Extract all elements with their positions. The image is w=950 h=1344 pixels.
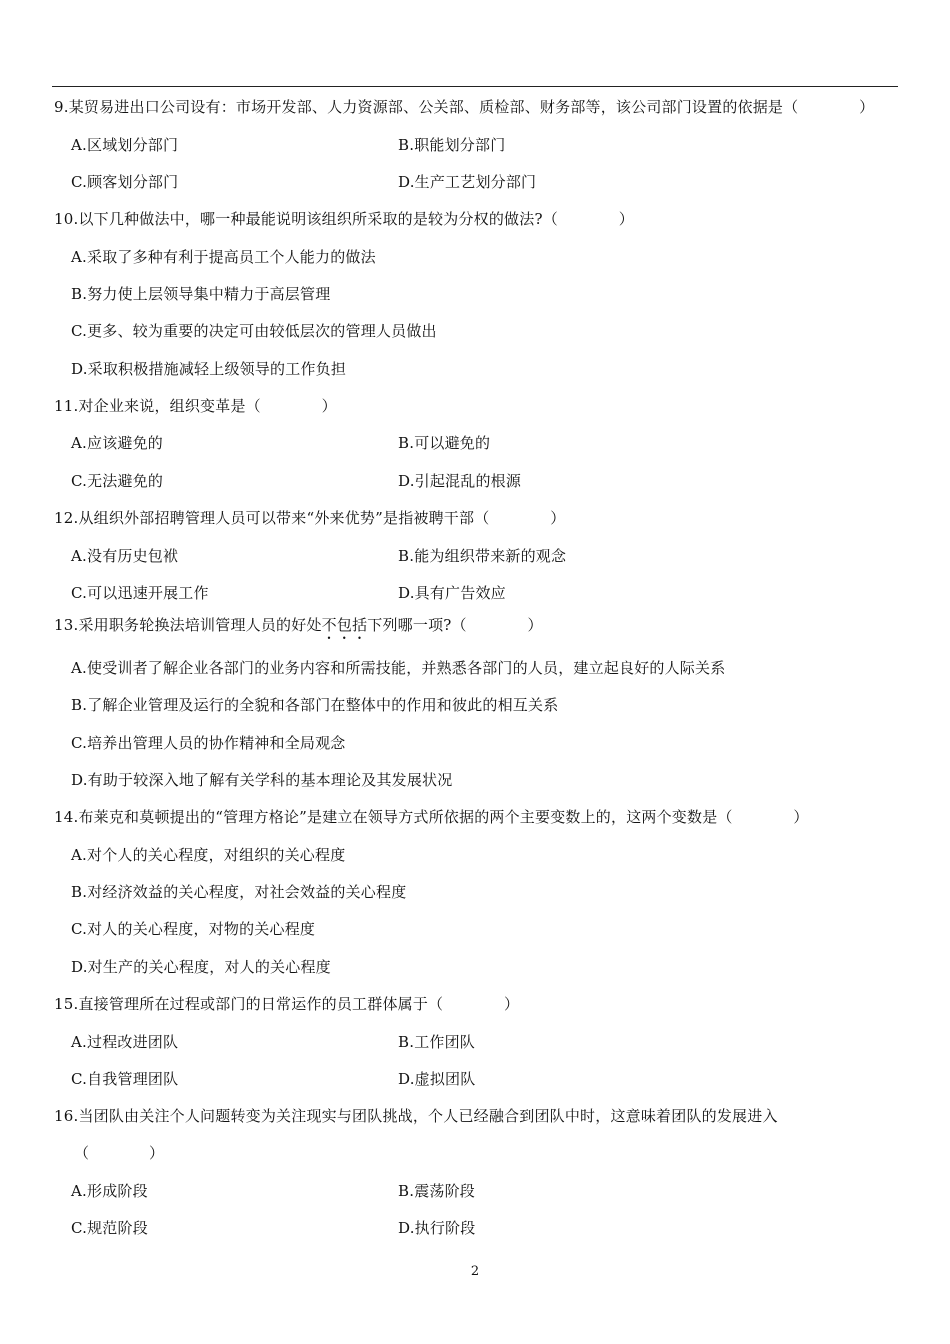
question-11-option-d[interactable]: D.引起混乱的根源 <box>398 472 522 490</box>
question-14-option-b[interactable]: B.对经济效益的关心程度，对社会效益的关心程度 <box>71 883 407 901</box>
question-11-option-c[interactable]: C.无法避免的 <box>71 472 164 490</box>
question-16-answer-blank[interactable]: （ ） <box>74 1144 165 1162</box>
question-10-option-a[interactable]: A.采取了多种有利于提高员工个人能力的做法 <box>71 248 376 266</box>
question-13-stem-emphasis: 不包括 <box>321 616 368 634</box>
question-12-option-d[interactable]: D.具有广告效应 <box>398 584 506 602</box>
question-12-option-b[interactable]: B.能为组织带来新的观念 <box>398 547 567 565</box>
question-14-option-a[interactable]: A.对个人的关心程度，对组织的关心程度 <box>71 846 346 864</box>
header-rule <box>52 86 898 87</box>
question-15-option-a[interactable]: A.过程改进团队 <box>71 1033 179 1051</box>
question-9-stem: 9.某贸易进出口公司设有：市场开发部、人力资源部、公关部、质检部、财务部等，该公司部门设置的依据是（ ） <box>54 98 875 116</box>
question-15-stem: 15.直接管理所在过程或部门的日常运作的员工群体属于（ ） <box>54 995 520 1013</box>
question-15-option-b[interactable]: B.工作团队 <box>398 1033 475 1051</box>
question-13-stem <box>54 614 543 643</box>
question-14-stem: 14.布莱克和莫顿提出的“管理方格论”是建立在领导方式所依据的两个主要变数上的，这两个变数是（ ） <box>54 808 809 826</box>
question-10-option-d[interactable]: D.采取积极措施减轻上级领导的工作负担 <box>71 360 347 378</box>
question-10-option-b[interactable]: B.努力使上层领导集中精力于高层管理 <box>71 285 331 303</box>
question-16-stem: 16.当团队由关注个人问题转变为关注现实与团队挑战，个人已经融合到团队中时，这意味着团队的发展进入 <box>54 1107 778 1125</box>
question-13-option-a[interactable]: A.使受训者了解企业各部门的业务内容和所需技能，并熟悉各部门的人员，建立起良好的人际关系 <box>71 659 726 677</box>
question-10-stem: 10.以下几种做法中，哪一种最能说明该组织所采取的是较为分权的做法?（ ） <box>54 210 634 228</box>
question-14-option-c[interactable]: C.对人的关心程度，对物的关心程度 <box>71 920 316 938</box>
question-10-option-c[interactable]: C.更多、较为重要的决定可由较低层次的管理人员做出 <box>71 322 437 340</box>
question-12-stem: 12.从组织外部招聘管理人员可以带来“外来优势”是指被聘干部（ ） <box>54 509 566 527</box>
question-15-option-c[interactable]: C.自我管理团队 <box>71 1070 179 1088</box>
question-16-option-a[interactable]: A.形成阶段 <box>71 1182 148 1200</box>
question-14-option-d[interactable]: D.对生产的关心程度，对人的关心程度 <box>71 958 331 976</box>
question-11-option-a[interactable]: A.应该避免的 <box>71 434 164 452</box>
question-16-option-c[interactable]: C.规范阶段 <box>71 1219 148 1237</box>
question-9-option-c[interactable]: C.顾客划分部门 <box>71 173 179 191</box>
question-9-option-a[interactable]: A.区域划分部门 <box>71 136 179 154</box>
question-13-stem-pre: 13.采用职务轮换法培训管理人员的好处 <box>54 616 322 634</box>
question-16-option-b[interactable]: B.震荡阶段 <box>398 1182 475 1200</box>
question-9-option-d[interactable]: D.生产工艺划分部门 <box>398 173 537 191</box>
question-11-option-b[interactable]: B.可以避免的 <box>398 434 491 452</box>
question-13-stem-post: 下列哪一项?（ ） <box>367 616 543 634</box>
page-number: 2 <box>470 1264 480 1279</box>
question-9-option-b[interactable]: B.职能划分部门 <box>398 136 506 154</box>
question-16-option-d[interactable]: D.执行阶段 <box>398 1219 476 1237</box>
question-12-option-a[interactable]: A.没有历史包袱 <box>71 547 179 565</box>
question-11-stem: 11.对企业来说，组织变革是（ ） <box>54 397 337 415</box>
question-13-option-b[interactable]: B.了解企业管理及运行的全貌和各部门在整体中的作用和彼此的相互关系 <box>71 696 559 714</box>
question-13-option-d[interactable]: D.有助于较深入地了解有关学科的基本理论及其发展状况 <box>71 771 453 789</box>
question-15-option-d[interactable]: D.虚拟团队 <box>398 1070 476 1088</box>
question-12-option-c[interactable]: C.可以迅速开展工作 <box>71 584 209 602</box>
question-13-option-c[interactable]: C.培养出管理人员的协作精神和全局观念 <box>71 734 346 752</box>
